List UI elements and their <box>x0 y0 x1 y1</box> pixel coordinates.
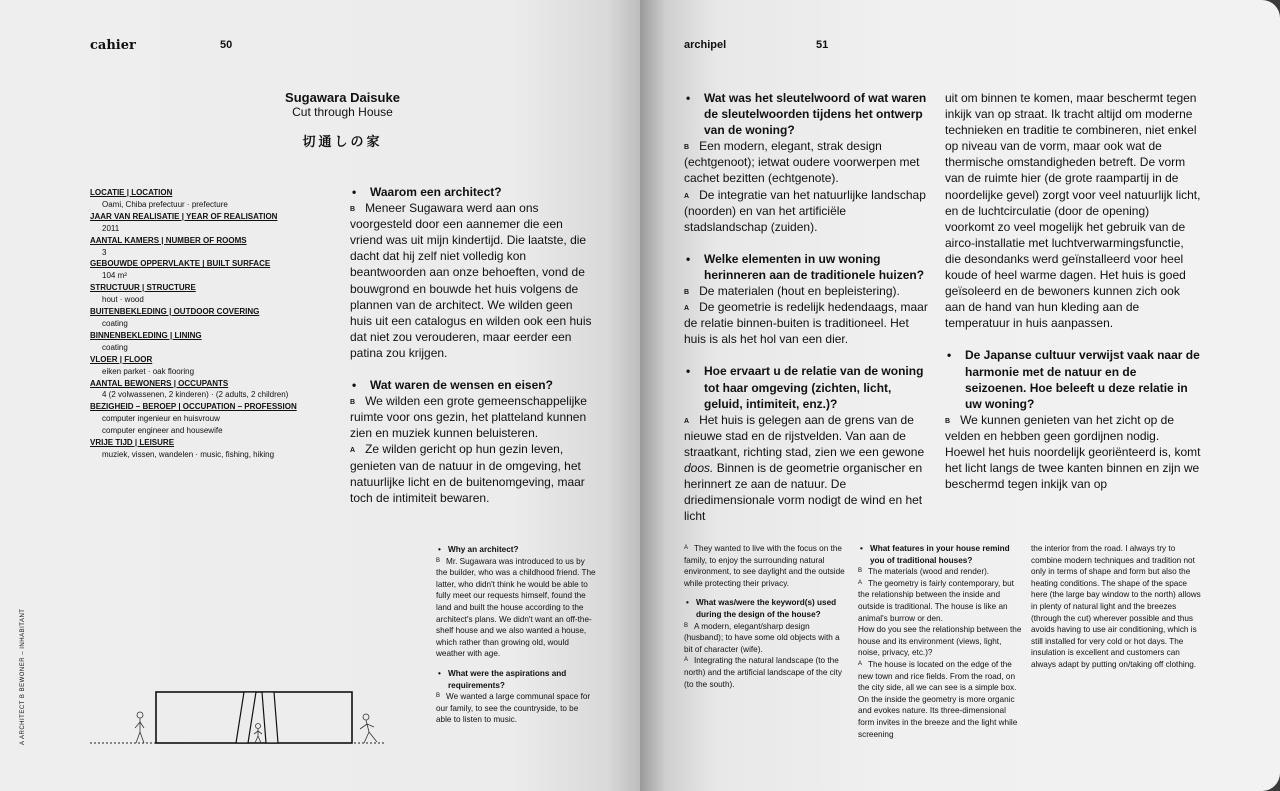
page-number-left: 50 <box>220 39 233 51</box>
fact-label: VRIJE TIJD | LEISURE <box>90 438 175 448</box>
answer: The materials (wood and render). <box>868 567 990 577</box>
english-interview-left <box>436 544 596 726</box>
project-title-japanese: 切通しの家 <box>302 134 383 149</box>
running-title-left: cahier <box>90 38 136 53</box>
speaker-marker: B <box>436 557 441 564</box>
fact-label: AANTAL KAMERS | NUMBER OF ROOMS <box>90 235 247 245</box>
answer: Integrating the natural landscape (to the north) and the artificial landscape of the city (to the south). <box>684 656 842 689</box>
dutch-interview-right-col1 <box>684 90 930 524</box>
answer: Het huis is gelegen aan de grens van de nieuwe stad en de rijstvelden. Van aan de straatkant, richting stad, zien we een gewone <box>684 412 925 459</box>
fact-label: JAAR VAN REALISATIE | YEAR OF REALISATION <box>90 211 278 221</box>
fact-value: computer engineer and housewife <box>102 426 223 436</box>
fact-value: 3 <box>102 247 107 257</box>
answer: We kunnen genieten van het zicht op de velden en hebben geen gordijnen nodig. Hoewel het huis noordelijk georiënteerd is, komt het licht langs de twee kanten binnen en zijn we beschermd tegen inkijk van op <box>945 412 1201 492</box>
answer: We wanted a large communal space for our family, to see the countryside, to be able to listen to music. <box>436 692 591 725</box>
fact-label: BUITENBEKLEDING | OUTDOOR COVERING <box>90 307 260 317</box>
project-facts <box>90 187 330 461</box>
speaker-marker: A <box>858 660 863 667</box>
dutch-interview-right-col2 <box>945 90 1201 492</box>
fact-value: coating <box>102 318 128 328</box>
fact-label: STRUCTUUR | STRUCTURE <box>90 283 196 293</box>
answer: The geometry is fairly contemporary, but the relationship between the inside and outside is traditional. The house is like an animal's burrow or den. <box>858 578 1014 623</box>
answer: Ze wilden gericht op hun gezin leven, genieten van de natuur in de omgeving, het natuurlijke licht en de buitenomgeving, maar toch de intimiteit bewaren. <box>350 442 585 505</box>
fact-label: LOCATIE | LOCATION <box>90 188 173 197</box>
speaker-marker: B <box>350 399 356 407</box>
speaker-marker: A <box>684 417 690 425</box>
speaker-marker: A <box>684 545 689 551</box>
fact-value: 104 m² <box>102 271 127 281</box>
speaker-marker: B <box>350 206 356 214</box>
architect-name: Sugawara Daisuke <box>285 90 400 105</box>
speaker-marker: B <box>684 622 689 629</box>
speaker-marker: A <box>684 192 690 200</box>
question: • De Japanse cultuur verwijst vaak naar de harmonie met de natuur en de seizoenen. Hoe beleeft u deze relatie in uw woning? <box>945 347 1201 411</box>
fact-label: BEZIGHEID – BEROEP | OCCUPATION – PROFESSION <box>90 402 297 412</box>
answer: We wilden een grote gemeenschappelijke ruimte voor ons gezin, het platteland kunnen zien en muziek kunnen beluisteren. <box>350 394 587 441</box>
fact-value: 2011 <box>102 223 120 233</box>
english-interview-right-col2 <box>858 543 1022 740</box>
answer: A modern, elegant/sharp design (husband); to have some old objects with a bit of character (wife). <box>684 621 840 654</box>
speaker-legend: A ARCHITECT B BEWONER – INHABITANT <box>20 608 26 745</box>
question: • Wat waren de wensen en eisen? <box>350 377 594 393</box>
question: • Wat was het sleutelwoord of wat waren de sleutelwoorden tijdens het ontwerp van de woning? <box>684 90 930 138</box>
answer: They wanted to live with the focus on the family, to enjoy the surrounding natural environment, to see daylight and the outside while protecting their privacy. <box>684 544 845 588</box>
answer: Binnen is de geometrie organischer en herinnert ze aan de natuur. De driedimensionale vorm nodigt de wind en het licht <box>684 460 923 524</box>
person-figure-icon <box>254 724 262 744</box>
fact-value: Oami, Chiba prefectuur · prefecture <box>102 199 228 209</box>
speaker-marker: A <box>684 657 689 664</box>
answer: Een modern, elegant, strak design (echtgenoot); ietwat oudere voorwerpen met cachet bezitten (echtgenote). <box>684 139 920 186</box>
question: • What were the aspirations and requirements? <box>436 668 596 691</box>
fact-label: VLOER | FLOOR <box>90 354 153 364</box>
dutch-interview-left <box>350 184 594 506</box>
fact-value: coating <box>102 342 128 352</box>
question: • Waarom een architect? <box>350 184 594 200</box>
english-interview-right-col3 <box>1031 543 1201 671</box>
running-title-right: archipel <box>684 39 727 51</box>
speaker-marker: B <box>858 568 863 575</box>
answer-continued: the interior from the road. I always try to combine modern techniques and tradition not only in terms of shape and form but also the heating conditions. The shape of the space here (the large bay window to the north) allows in plenty of natural light and the breezes (through the cut) wherever possible and thus avoids having to use air conditioning, which is still installed for very cold or hot days. The insulation is excellent and customers can always adapt by putting on/taking off clothing. <box>1031 544 1201 669</box>
speaker-marker: A <box>684 305 690 313</box>
question: • What features in your house remind you of traditional houses? <box>858 543 1022 566</box>
question: • What was/were the keyword(s) used during the design of the house? <box>684 597 848 620</box>
fact-value: computer ingenieur en huisvrouw <box>102 414 220 424</box>
answer: Meneer Sugawara werd aan ons voorgesteld door een aannemer die een vriend was uit mijn kindertijd. Die laatste, die dacht dat hij zelf niet volledig kon beantwoorden aan onze behoeften, vond de bouwgrond en bouwde het huis volgens de plannen van de architect. We wilden geen huis uit een catalogus en wilden ook een huis dat niet zou verouderen, maar eerder een patina zou krijgen. <box>350 201 592 360</box>
answer: Mr. Sugawara was introduced to us by the builder, who was a childhood friend. The latter, who didn't think he would be able to fully meet our requests himself, found the land and built the house according to the architect's plans. We didn't want an off-the-shelf house and we also wanted a house, which rather than growing old, would weather with age. <box>436 556 596 659</box>
question: • Why an architect? <box>436 544 596 556</box>
answer: De materialen (hout en bepleistering). <box>699 284 900 299</box>
article-header <box>260 90 425 150</box>
speaker-marker: B <box>684 289 690 297</box>
answer-emphasis: doos. <box>684 460 714 475</box>
fact-value: eiken parket · oak flooring <box>102 366 195 376</box>
answer: De integratie van het natuurlijke landschap (noorden) en van het artificiële stadslandschap (zuiden). <box>684 187 926 234</box>
person-figure-icon <box>360 714 377 743</box>
speaker-marker: B <box>945 417 951 425</box>
project-title: Cut through House <box>292 105 393 119</box>
speaker-marker: B <box>436 693 441 700</box>
question: • Welke elementen in uw woning herinneren aan de traditionele huizen? <box>684 251 930 283</box>
fact-value: hout · wood <box>102 295 144 305</box>
fact-label: BINNENBEKLEDING | LINING <box>90 330 202 340</box>
right-page <box>640 0 1280 791</box>
person-figure-icon <box>135 712 144 743</box>
speaker-marker: A <box>350 447 356 455</box>
answer-continued: uit om binnen te komen, maar beschermt tegen inkijk van op straat. Ik tracht altijd om moderne technieken en traditie te combineren, niet enkel op niveau van de vorm, maar ook wat de thermische omstandigheden betreft. De vorm van de ruimte hier (de grote raampartij in de noordelijke gevel) zorgt voor veel natuurlijk licht, en de luchtcirculatie (door de opening) voorkomt zo veel mogelijk het gebruik van de airco-installatie met luchtverwarmingsfunctie, die desondanks werd geïnstalleerd voor heel koude of heel warme dagen. Het huis is goed geïsoleerd en de bewoners kunnen zich ook aan de hand van hun kleding aan de temperatuur in huis aanpassen. <box>945 91 1201 331</box>
english-interview-right-col1 <box>684 543 848 690</box>
house-section-drawing <box>88 680 388 750</box>
fact-label: AANTAL BEWONERS | OCCUPANTS <box>90 378 229 388</box>
fact-value: muziek, vissen, wandelen · music, fishing, hiking <box>102 449 275 459</box>
fact-value: 4 (2 volwassenen, 2 kinderen) · (2 adults, 2 children) <box>102 390 289 400</box>
question-inline: How do you see the relationship between the house and its environment (views, light, noise, privacy, etc.)? <box>858 625 1022 658</box>
page-number-right: 51 <box>816 39 829 51</box>
fact-label: GEBOUWDE OPPERVLAKTE | BUILT SURFACE <box>90 259 271 269</box>
speaker-marker: A <box>858 579 863 586</box>
speaker-marker: B <box>684 144 690 152</box>
answer: De geometrie is redelijk hedendaags, maar de relatie binnen-buiten is traditioneel. Het huis is als het hol van een dier. <box>684 300 928 347</box>
answer: The house is located on the edge of the new town and rice fields. From the road, on the city side, all we can see is a simple box. On the inside the geometry is more organic and evokes nature. Its three-dimensional form invites in the breeze and the light while screening <box>858 659 1018 739</box>
question: • Hoe ervaart u de relatie van de woning tot haar omgeving (zichten, licht, geluid, intimiteit, enz.)? <box>684 363 930 411</box>
